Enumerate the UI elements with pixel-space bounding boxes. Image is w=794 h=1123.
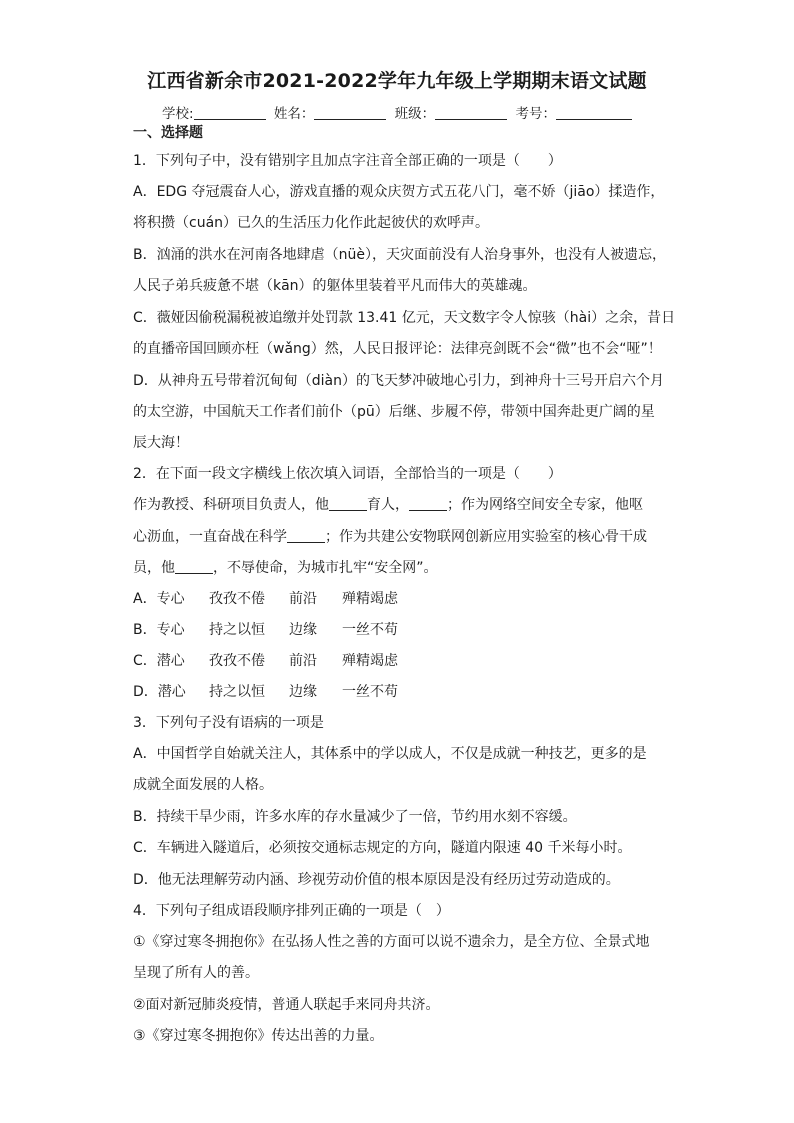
passage-text: 作为教授、科研项目负责人，他 [133, 497, 329, 513]
option-word: 前沿 [289, 653, 317, 669]
name-label: 姓名： [273, 106, 315, 122]
question-1-option-c-line-2: 的直播帝国回顾亦枉（wǎng）然，人民日报评论：法律亮剑既不会“微”也不会“哑”！ [133, 341, 662, 357]
question-3-option-c: C．车辆进入隧道后，必须按交通标志规定的方向，隧道内限速 40 千米每小时。 [133, 840, 632, 856]
option-word: 一丝不苟 [342, 622, 398, 638]
exam-no-blank[interactable] [556, 105, 632, 120]
question-3-option-a-line-1: A．中国哲学自始就关注人，其体系中的学以成人，不仅是成就一种技艺，更多的是 [133, 746, 647, 762]
question-3-stem: 3．下列句子没有语病的一项是 [133, 715, 324, 731]
question-1-option-b-line-1: B．汹涌的洪水在河南各地肆虐（nüè），天灾面前没有人治身事外，也没有人被遗忘， [133, 247, 666, 263]
fill-blank-4[interactable] [175, 559, 213, 574]
passage-text: ；作为共建公安物联网创新应用实验室的核心骨干成 [325, 529, 647, 545]
option-word: 边缘 [289, 622, 317, 638]
option-word: 孜孜不倦 [209, 591, 265, 607]
passage-text: ；作为网络空间安全专家，他呕 [447, 497, 643, 513]
question-1-option-d-line-2: 的太空游，中国航天工作者们前仆（pū）后继、步履不停，带领中国奔赴更广阔的星 [133, 404, 655, 420]
option-word: 持之以恒 [209, 684, 265, 700]
question-2-passage-line-3 [133, 558, 438, 578]
question-2-passage-line-1 [133, 495, 643, 515]
question-4-sentence-3: ③《穿过寒冬拥抱你》传达出善的力量。 [133, 1028, 384, 1044]
option-word: C．潜心 [133, 653, 185, 669]
question-1-option-a-line-1: A．EDG 夺冠震奋人心，游戏直播的观众庆贺方式五花八门，毫不娇（jiāo）揉造作， [133, 184, 665, 200]
fill-blank-3[interactable] [287, 528, 325, 543]
class-blank[interactable] [435, 105, 507, 120]
question-4-sentence-1-line-2: 呈现了所有人的善。 [133, 965, 259, 981]
question-1-option-a-line-2: 将积攒（cuán）已久的生活压力化作此起彼伏的欢呼声。 [133, 215, 490, 231]
school-label: 学校: [162, 106, 194, 122]
question-4-stem: 4．下列句子组成语段顺序排列正确的一项是（ ） [133, 903, 450, 919]
option-word: 边缘 [289, 684, 317, 700]
student-info-row [162, 102, 636, 122]
option-word: 殚精竭虑 [342, 591, 398, 607]
option-word: 一丝不苟 [342, 684, 398, 700]
passage-text: 育人， [367, 497, 409, 513]
option-word: 殚精竭虑 [342, 653, 398, 669]
question-2-stem: 2．在下面一段文字横线上依次填入词语，全部恰当的一项是（ ） [133, 466, 562, 482]
question-1-option-d-line-3: 辰大海！ [133, 435, 189, 451]
class-label: 班级： [394, 106, 436, 122]
section-heading: 一、选择题 [133, 125, 203, 141]
question-3-option-d: D．他无法理解劳动内涵、珍视劳动价值的根本原因是没有经历过劳动造成的。 [133, 872, 620, 888]
option-word: D．潜心 [133, 684, 186, 700]
question-1-option-b-line-2: 人民子弟兵疲惫不堪（kān）的躯体里装着平凡而伟大的英雄魂。 [133, 278, 537, 294]
exam-title: 江西省新余市2021-2022学年九年级上学期期末语文试题 [147, 70, 647, 92]
fill-blank-1[interactable] [329, 496, 367, 511]
passage-text: 心沥血，一直奋战在科学 [133, 529, 287, 545]
option-word: 孜孜不倦 [209, 653, 265, 669]
option-word: B．专心 [133, 622, 185, 638]
option-word: A．专心 [133, 591, 185, 607]
passage-text: ，不辱使命，为城市扎牢“安全网”。 [213, 560, 438, 576]
question-3-option-a-line-2: 成就全面发展的人格。 [133, 777, 273, 793]
fill-blank-2[interactable] [409, 496, 447, 511]
question-3-option-b: B．持续干旱少雨，许多水库的存水量减少了一倍，节约用水刻不容缓。 [133, 809, 577, 825]
question-2-passage-line-2 [133, 527, 647, 547]
school-blank[interactable] [194, 105, 266, 120]
question-4-sentence-1-line-1: ①《穿过寒冬拥抱你》在弘扬人性之善的方面可以说不遗余力，是全方位、全景式地 [133, 934, 650, 950]
question-4-sentence-2: ②面对新冠肺炎疫情，普通人联起手来同舟共济。 [133, 997, 440, 1013]
question-1-option-c-line-1: C．薇娅因偷税漏税被追缴并处罚款 13.41 亿元，天文数字令人惊骇（hài）之余，昔日 [133, 310, 676, 326]
option-word: 持之以恒 [209, 622, 265, 638]
exam-no-label: 考号： [515, 106, 556, 122]
option-word: 前沿 [289, 591, 317, 607]
name-blank[interactable] [314, 105, 386, 120]
question-1-stem: 1．下列句子中，没有错别字且加点字注音全部正确的一项是（ ） [133, 153, 562, 169]
passage-text: 员，他 [133, 560, 175, 576]
question-1-option-d-line-1: D．从神舟五号带着沉甸甸（diàn）的飞天梦冲破地心引力，到神舟十三号开启六个月 [133, 373, 665, 389]
